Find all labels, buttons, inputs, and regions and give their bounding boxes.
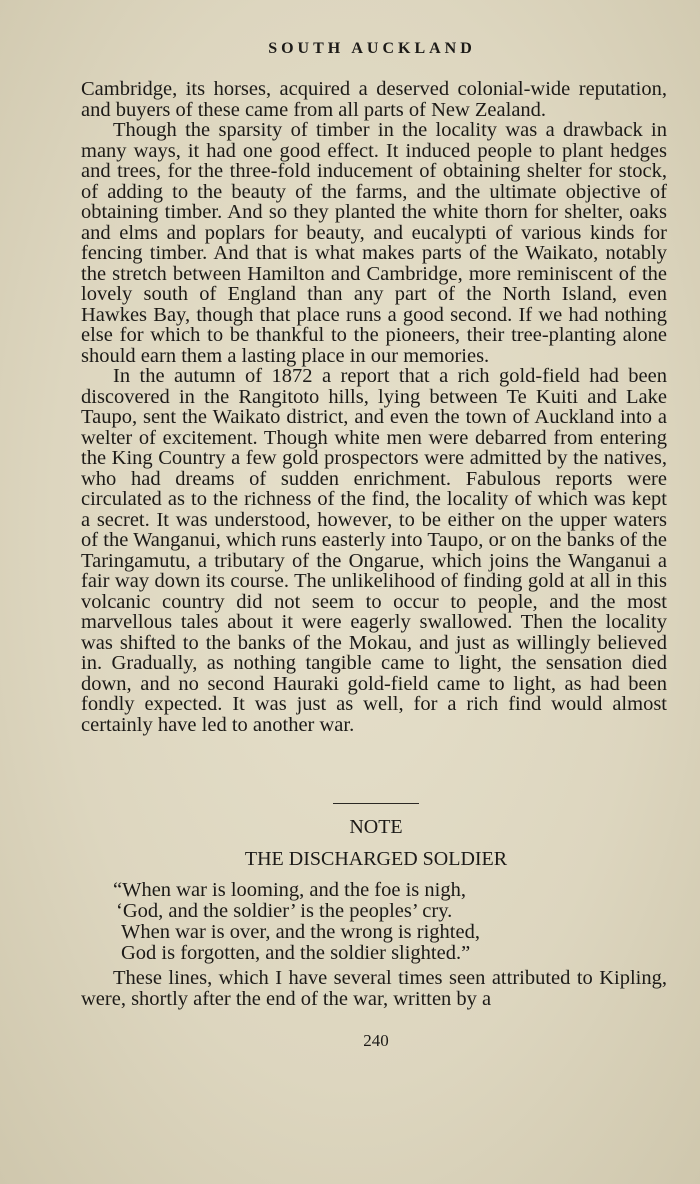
- paragraph-timber: Though the sparsity of timber in the locality was a drawback in many ways, it had one good effect. It induced people to plant hedges and trees, for the three-fold inducement of obtaining shelter for stock, of adding to the beauty of the farms, and the ultimate objective of obtaining timber. And so they planted the white thorn for shelter, oaks and elms and poplars for beauty, and eucalypti of various kinds for fencing timber. And that is what makes parts of the Waikato, notably the stretch between Hamilton and Cambridge, more reminiscent of the lovely south of England than any part of the North Island, even Hawkes Bay, though that place runs a good second. If we had nothing else for which to be thankful to the pioneers, their tree-planting alone should earn them a lasting place in our memories.: [81, 119, 667, 367]
- verse-line: “When war is looming, and the foe is nigh,: [113, 879, 466, 901]
- verse-line: ‘God, and the soldier’ is the peoples’ cry.: [116, 900, 453, 922]
- page-number: 240: [363, 1031, 389, 1050]
- note-title: THE DISCHARGED SOLDIER: [244, 848, 508, 870]
- verse-line: God is forgotten, and the soldier slighted.”: [121, 942, 471, 964]
- note-paragraph: These lines, which I have several times seen attributed to Kipling, were, shortly after the end of the war, written by a: [81, 967, 667, 1010]
- paragraph-gold-field: In the autumn of 1872 a report that a rich gold-field had been discovered in the Rangitoto hills, lying between Te Kuiti and Lake Taupo, sent the Waikato district, and even the town of Auckland into a welter of excitement. Though white men were debarred from entering the King Country a few gold prospectors were admitted by the natives, who had dreams of sudden enrichment. Fabulous reports were circulated as to the richness of the find, the locality of which was kept a secret. It was understood, however, to be either on the upper waters of the Wanganui, which runs easterly into Taupo, or on the banks of the Taringamutu, a tributary of the Ongarue, which joins the Wanganui a fair way down its course. The unlikelihood of finding gold at all in this volcanic country did not seem to occur to people, and the most marvellous tales about it were eagerly swallowed. Then the locality was shifted to the banks of the Mokau, and just as willingly believed in. Gradually, as nothing tangible came to light, the sensation died down, and no second Hauraki gold-field came to light, as had been fondly expected. It was just as well, for a rich find would almost certainly have led to another war.: [81, 365, 667, 736]
- note-text-block: [81, 968, 667, 1010]
- running-head: SOUTH AUCKLAND: [268, 40, 476, 57]
- note-heading: NOTE: [349, 816, 403, 838]
- section-divider: [333, 803, 419, 804]
- verse-block: [113, 880, 480, 964]
- paragraph-continued: Cambridge, its horses, acquired a deserved colonial-wide reputation, and buyers of these came from all parts of New Zealand.: [81, 78, 667, 121]
- main-text-block: [81, 79, 667, 735]
- verse-line: When war is over, and the wrong is righted,: [121, 921, 480, 943]
